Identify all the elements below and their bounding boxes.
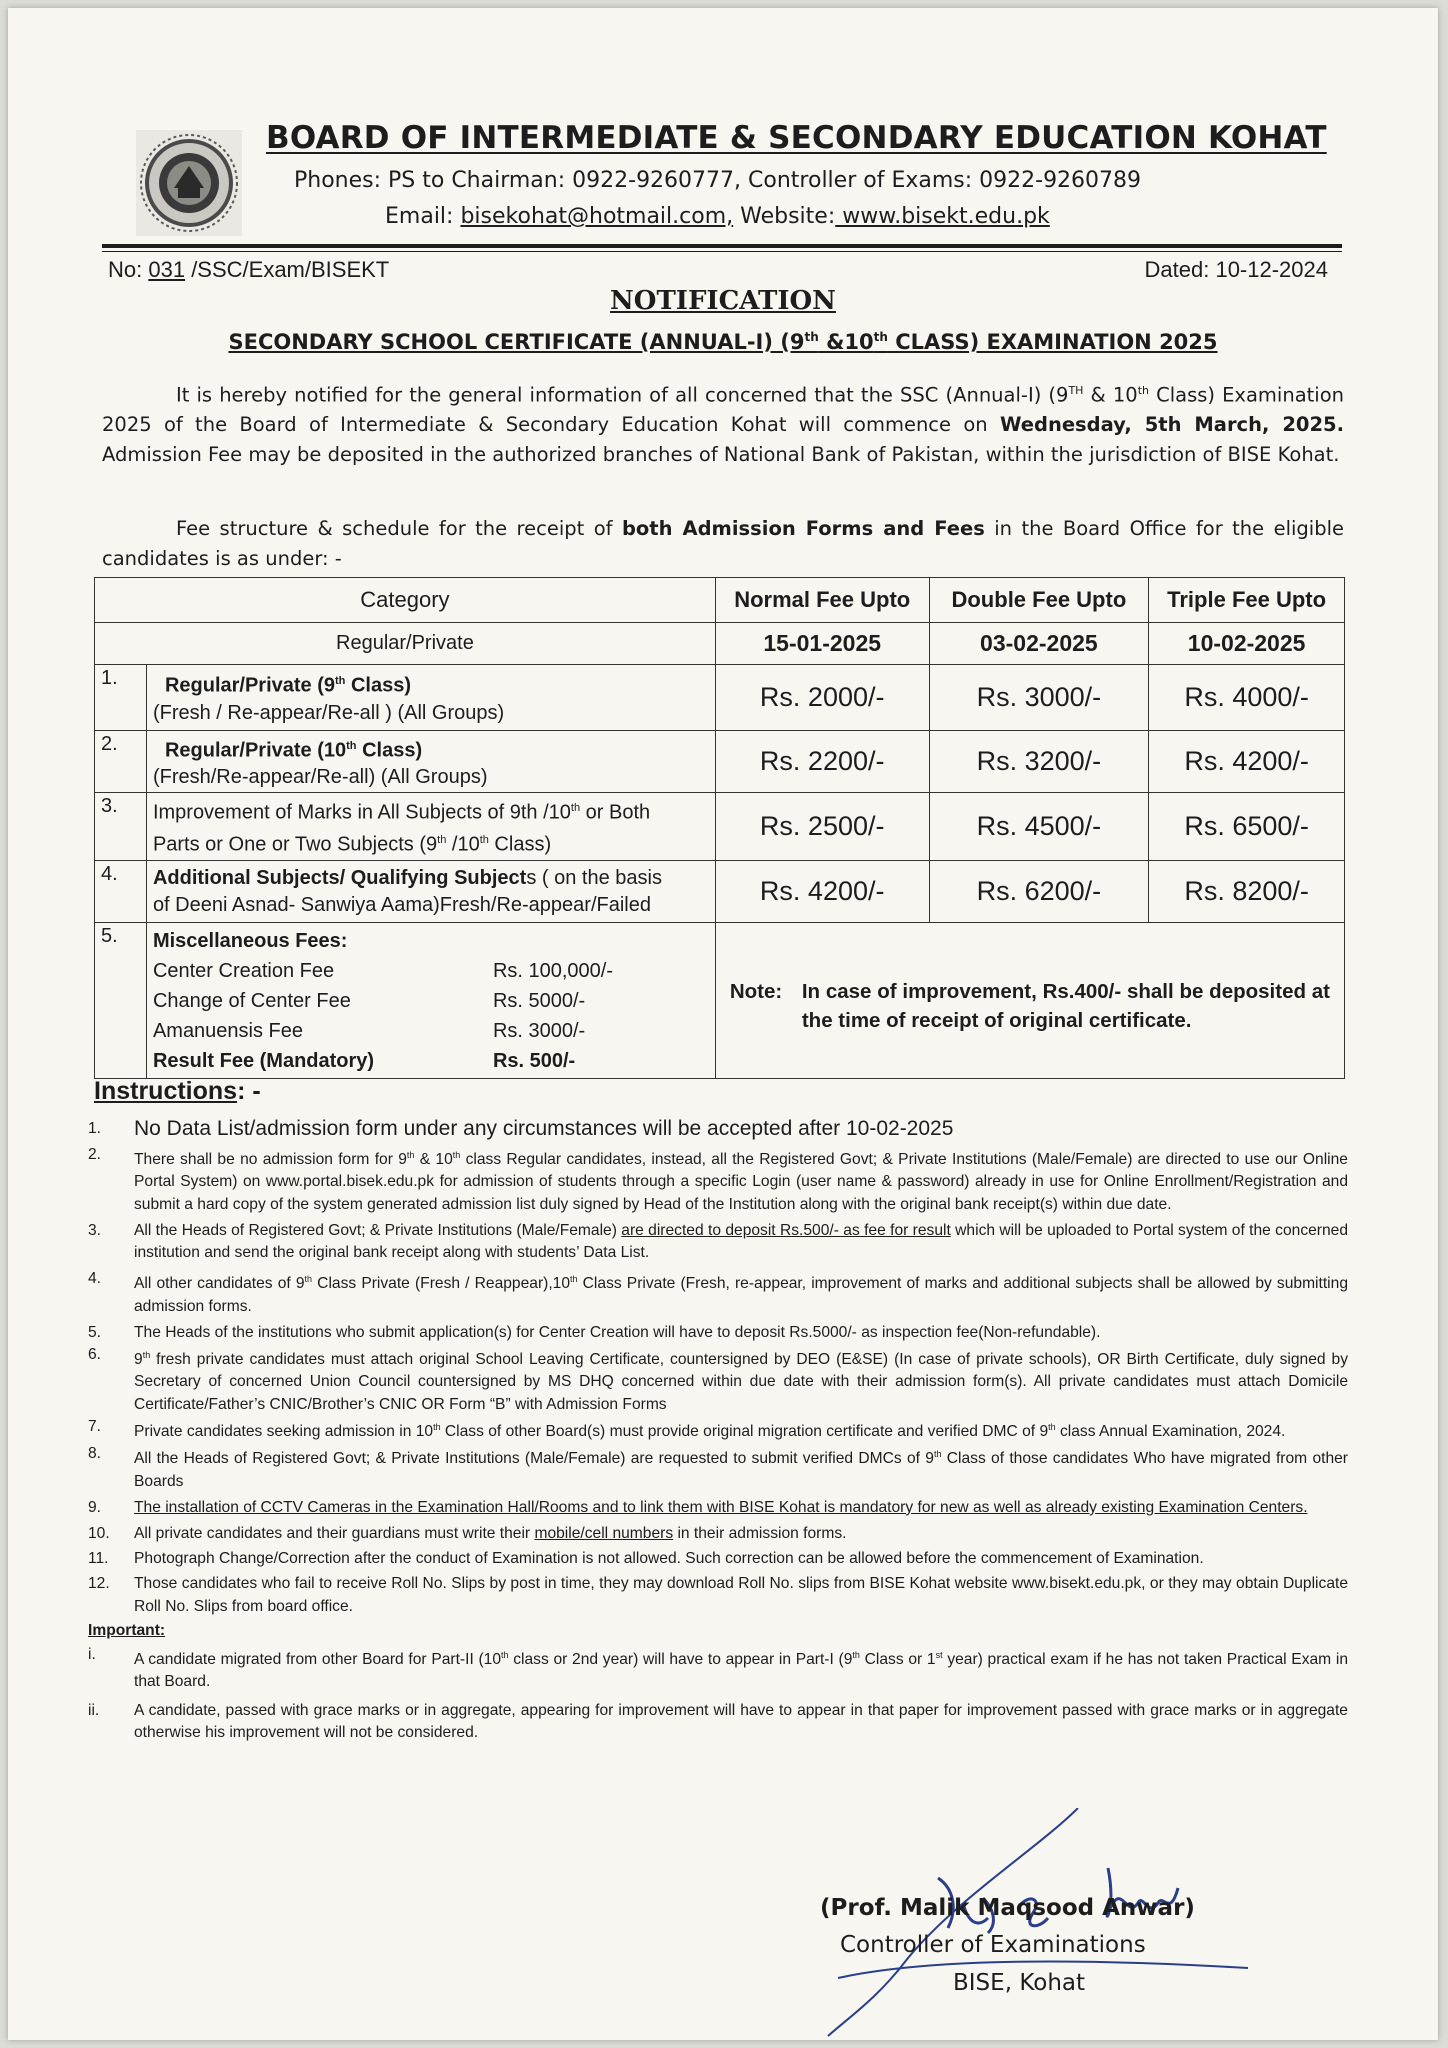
subheader-category: Regular/Private (95, 623, 716, 665)
email-label: Email: (385, 204, 461, 229)
list-item: 12. Those candidates who fail to receive Roll No. Slips by post in time, they may download Roll No. slips from BISE Kohat website www.bisekt.edu.pk, or they may obtain Duplicate Roll No. Slips from board office. (88, 1575, 1348, 1615)
row-category: Improvement of Marks in All Subjects of 9th /10th or Both Parts or One or Two Subjects (9th /10th Class) (146, 793, 715, 861)
instructions-heading: Instructions: - (94, 1077, 261, 1105)
row-number: 5. (95, 923, 147, 1079)
double-fee-date: 03-02-2025 (929, 623, 1149, 665)
row-number: 1. (95, 665, 147, 731)
header-divider-thin (102, 251, 1342, 252)
triple-fee: Rs. 6500/- (1149, 793, 1345, 861)
table-row-misc (95, 923, 1345, 1079)
list-item: ii. A candidate, passed with grace marks or in aggregate, appearing for improvement will have to appear in that paper for improvement passed with grace marks or in aggregate otherwise his improvement will not be considered. (88, 1701, 1348, 1741)
important-heading: Important: (88, 1621, 166, 1639)
instructions-list (88, 1114, 1348, 1744)
fee-table-header (95, 578, 1345, 623)
misc-list: Center Creation Fee Rs. 100,000/- Change of Center Fee Rs. 5000/- Amanuensis Fee Rs. 3000/- Result Fee (Mandatory) Rs. 500/- (152, 959, 614, 1072)
website-link[interactable]: www.bisekt.edu.pk (835, 204, 1050, 229)
row-number: 4. (95, 861, 147, 923)
letterhead (134, 120, 1344, 244)
header-category: Category (95, 578, 716, 623)
table-row (95, 665, 1345, 731)
row-category: Additional Subjects/ Qualifying Subjects ( on the basis of Deeni Asnad- Sanwiya Aama)Fresh/Re-appear/Failed (146, 861, 715, 923)
list-item: 9. The installation of CCTV Cameras in the Examination Hall/Rooms and to link them with BISE Kohat is mandatory for new as well as already existing Examination Centers. (88, 1498, 1308, 1516)
list-item: i. A candidate migrated from other Board for Part-II (10th class or 2nd year) will have to appear in Part-I (9th Class or 1st year) practical exam if he has not taken Practical Exam in that Board. (88, 1646, 1348, 1691)
double-fee: Rs. 3200/- (929, 731, 1149, 793)
improvement-note: Note: In case of improvement, Rs.400/- shall be deposited at the time of receipt of original certificate. (715, 923, 1344, 1079)
exam-subtitle: SECONDARY SCHOOL CERTIFICATE (ANNUAL-I) (9th &10th CLASS) EXAMINATION 2025 (228, 330, 1218, 354)
handwritten-signature (778, 1808, 1278, 2038)
fee-intro-paragraph: Fee structure & schedule for the receipt of both Admission Forms and Fees in the Board Office for the eligible candidates is as under: - (102, 517, 1344, 570)
date: Dated: 10-12-2024 (1144, 257, 1328, 282)
normal-fee: Rs. 4200/- (715, 861, 929, 923)
notification-page (8, 8, 1438, 2040)
signatory-organization: BISE, Kohat (953, 1970, 1086, 1996)
normal-fee: Rs. 2000/- (715, 665, 929, 731)
signatory-title: Controller of Examinations (840, 1932, 1146, 1958)
table-row (95, 731, 1345, 793)
double-fee: Rs. 3000/- (929, 665, 1149, 731)
fee-table-dates (95, 623, 1345, 665)
misc-title: Miscellaneous Fees: (152, 929, 348, 952)
list-item: 3. All the Heads of Registered Govt; & Private Institutions (Male/Female) are directed to deposit Rs.500/- as fee for result which will be uploaded to Portal system of the concerned institution and send the original bank receipt along with students’ Data List. (88, 1221, 1349, 1261)
list-item: 4. All other candidates of 9th Class Private (Fresh / Reappear),10th Class Private (Fresh, re-appear, improvement of marks and additional subjects shall be allowed by submitting admission forms. (88, 1270, 1348, 1315)
list-item: 5. The Heads of the institutions who submit application(s) for Center Creation will have to deposit Rs.5000/- as inspection fee(Non-refundable). (88, 1323, 1101, 1341)
intro-paragraph: It is hereby notified for the general information of all concerned that the SSC (Annual-I) (9TH & 10th Class) Examination 2025 of the Board of Intermediate & Secondary Education Kohat will commence on Wednesday, 5th March, 2025. Admission Fee may be deposited in the authorized branches of National Bank of Pakistan, within the jurisdiction of BISE Kohat. (102, 383, 1344, 466)
board-phones: Phones: PS to Chairman: 0922-9260777, Controller of Exams: 0922-9260789 (294, 168, 1142, 193)
double-fee: Rs. 6200/- (929, 861, 1149, 923)
triple-fee: Rs. 4000/- (1149, 665, 1345, 731)
board-contact (385, 204, 1050, 229)
fee-table (94, 577, 1345, 1079)
triple-fee-date: 10-02-2025 (1149, 623, 1345, 665)
board-logo-icon (134, 128, 244, 238)
row-number: 3. (95, 793, 147, 861)
normal-fee-date: 15-01-2025 (715, 623, 929, 665)
double-fee: Rs. 4500/- (929, 793, 1149, 861)
normal-fee: Rs. 2500/- (715, 793, 929, 861)
reference-number: No: 031 /SSC/Exam/BISEKT (108, 257, 390, 282)
header-double-fee: Double Fee Upto (929, 578, 1149, 623)
signatory-name: (Prof. Malik Maqsood Anwar) (820, 1895, 1195, 1921)
list-item: 1. No Data List/admission form under any circumstances will be accepted after 10-02-2025 (88, 1117, 954, 1140)
triple-fee: Rs. 4200/- (1149, 731, 1345, 793)
row-number: 2. (95, 731, 147, 793)
row-category: Regular/Private (9th Class) (Fresh / Re-appear/Re-all ) (All Groups) (146, 665, 715, 731)
table-row (95, 793, 1345, 861)
table-row (95, 861, 1345, 923)
board-title: BOARD OF INTERMEDIATE & SECONDARY EDUCATION KOHAT (266, 120, 1327, 156)
misc-fees (146, 923, 715, 1079)
website-label: Website: (733, 204, 836, 229)
row-category: Regular/Private (10th Class) (Fresh/Re-appear/Re-all) (All Groups) (146, 731, 715, 793)
normal-fee: Rs. 2200/- (715, 731, 929, 793)
email-link[interactable]: bisekohat@hotmail.com, (460, 204, 734, 229)
list-item: 11. Photograph Change/Correction after the conduct of Examination is not allowed. Such correction can be allowed before the commencement of Examination. (88, 1550, 1204, 1568)
notification-title: NOTIFICATION (610, 286, 836, 316)
list-item: 8. All the Heads of Registered Govt; & Private Institutions (Male/Female) are requested to submit verified DMCs of 9th Class of those candidates Who have migrated from other Boards (88, 1445, 1348, 1490)
header-divider (102, 244, 1342, 248)
list-item: 7. Private candidates seeking admission in 10th Class of other Board(s) must provide original migration certificate and verified DMC of 9th class Annual Examination, 2024. (88, 1417, 1286, 1440)
list-item: 6. 9th fresh private candidates must attach original School Leaving Certificate, countersigned by DEO (E&SE) (In case of private schools), OR Birth Certificate, duly signed by Secretary of concerned Union Council countersigned by MS DHQ concerned within due date with their admission form(s). All private candidates must attach Domicile Certificate/Father’s CNIC/Brother’s CNIC OR Form “B” with Admission Forms (88, 1346, 1348, 1413)
triple-fee: Rs. 8200/- (1149, 861, 1345, 923)
list-item: 2. There shall be no admission form for 9th & 10th class Regular candidates, instead, all the Registered Govt; & Private Institutions (Male/Female) are directed to use our Online Portal System) on www.portal.bisek.edu.pk for admission of students through a specific Login (user name & password) already in use for Online Enrollment/Registration and submit a hard copy of the system generated admission list duly signed by Head of the Institution along with the original bank receipt(s) within due date. (88, 1146, 1348, 1213)
list-item: 10. All private candidates and their guardians must write their mobile/cell numbers in their admission forms. (88, 1524, 847, 1542)
header-normal-fee: Normal Fee Upto (715, 578, 929, 623)
header-triple-fee: Triple Fee Upto (1149, 578, 1345, 623)
